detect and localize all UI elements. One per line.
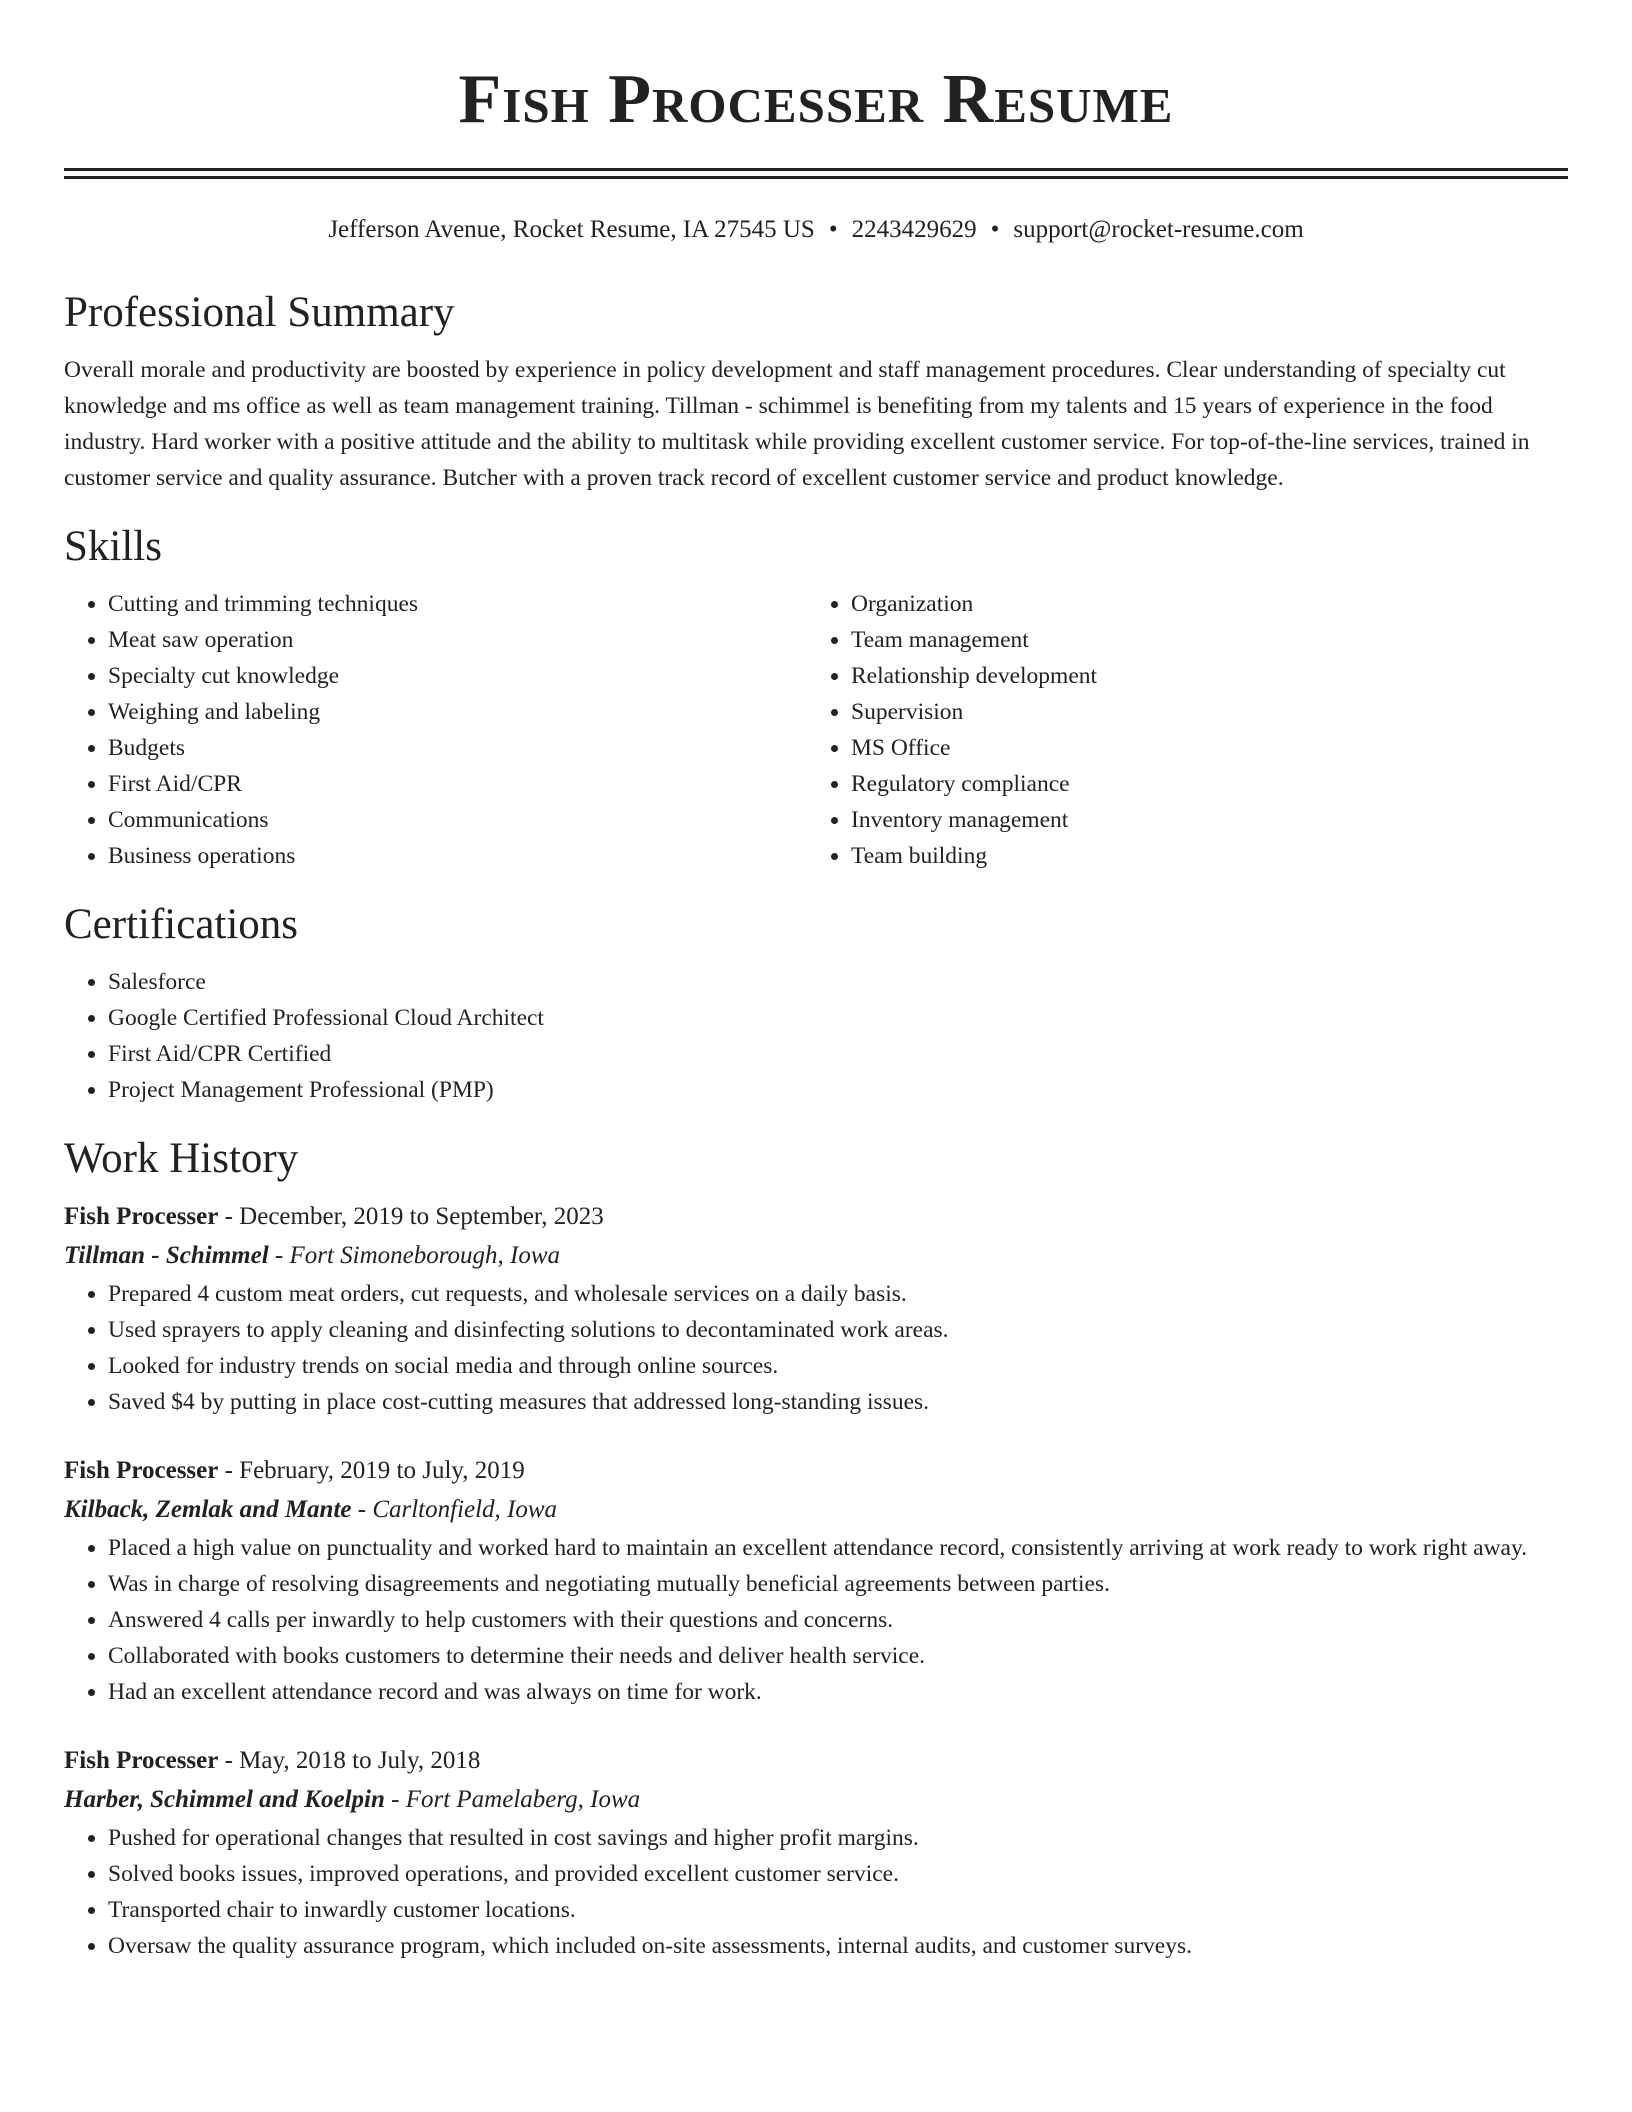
job-bullet: • Used sprayers to apply cleaning and disinfecting solutions to decontaminated work areas. xyxy=(108,1312,1568,1348)
skill-item: • Business operations xyxy=(108,838,807,874)
skills-columns xyxy=(64,586,1568,874)
contact-line xyxy=(64,214,1568,246)
skill-item: • First Aid/CPR xyxy=(108,766,807,802)
job-entry xyxy=(64,1198,1568,1420)
skill-item: • Cutting and trimming techniques xyxy=(108,586,807,622)
skills-heading: Skills xyxy=(64,523,162,570)
job-location: - Fort Pamelaberg, Iowa xyxy=(384,1786,641,1813)
job-bullet: • Pushed for operational changes that resulted in cost savings and higher profit margins. xyxy=(108,1820,1568,1856)
job-bullet: • Solved books issues, improved operations, and provided excellent customer service. xyxy=(108,1856,1568,1892)
skill-item: • Inventory management xyxy=(851,802,1550,838)
skill-item: • Organization xyxy=(851,586,1550,622)
work-history-heading: Work History xyxy=(64,1135,299,1182)
skills-list-right xyxy=(807,586,1550,874)
job-company-line xyxy=(64,1780,1568,1820)
title-divider-bottom xyxy=(64,176,1568,179)
job-bullet: • Prepared 4 custom meat orders, cut requests, and wholesale services on a daily basis. xyxy=(108,1276,1568,1312)
skill-item: • Budgets xyxy=(108,730,807,766)
title-divider-top xyxy=(64,168,1568,171)
job-company-line xyxy=(64,1490,1568,1530)
skill-item: • Supervision xyxy=(851,694,1550,730)
skill-item: • MS Office xyxy=(851,730,1550,766)
job-title: Fish Processer xyxy=(64,1203,219,1230)
job-header xyxy=(64,1742,1568,1780)
job-bullet: • Looked for industry trends on social media and through online sources. xyxy=(108,1348,1568,1384)
job-title: Fish Processer xyxy=(64,1457,219,1484)
certifications-list xyxy=(64,964,1568,1108)
summary-text: Overall morale and productivity are boosted by experience in policy development and staff management procedures. Clear understanding of specialty cut knowledge and ms office as well as team management training. Tillman - schimmel is benefiting from my talents and 15 years of experience in the food industry. Hard worker with a positive attitude and the ability to multitask while providing excellent customer service. For top-of-the-line services, trained in customer service and quality assurance. Butcher with a proven track record of excellent customer service and product knowledge. xyxy=(64,357,1530,491)
resume-title: Fish Processer Resume xyxy=(458,61,1174,138)
job-company: Kilback, Zemlak and Mante xyxy=(64,1496,352,1523)
contact-address: Jefferson Avenue, Rocket Resume, IA 27545 US xyxy=(328,216,815,243)
skill-item: • Communications xyxy=(108,802,807,838)
skill-item: • Relationship development xyxy=(851,658,1550,694)
job-company: Harber, Schimmel and Koelpin xyxy=(64,1786,385,1813)
job-bullet: • Transported chair to inwardly customer locations. xyxy=(108,1892,1568,1928)
skills-column-left xyxy=(64,586,807,874)
skill-item: • Specialty cut knowledge xyxy=(108,658,807,694)
job-company: Tillman - Schimmel xyxy=(64,1242,269,1269)
job-bullet: • Oversaw the quality assurance program, which included on-site assessments, internal audits, and customer surveys. xyxy=(108,1928,1568,1964)
certification-item: • Project Management Professional (PMP) xyxy=(108,1072,1568,1108)
job-header xyxy=(64,1452,1568,1490)
job-location: - Carltonfield, Iowa xyxy=(351,1496,558,1523)
skill-item: • Team management xyxy=(851,622,1550,658)
job-bullets xyxy=(64,1276,1568,1420)
skill-item: • Team building xyxy=(851,838,1550,874)
job-dates: - May, 2018 to July, 2018 xyxy=(218,1747,481,1774)
job-company-line xyxy=(64,1236,1568,1276)
job-bullets xyxy=(64,1820,1568,1964)
certifications-heading: Certifications xyxy=(64,901,299,948)
job-dates: - December, 2019 to September, 2023 xyxy=(218,1203,604,1230)
skills-list-left xyxy=(64,586,807,874)
contact-email: support@rocket-resume.com xyxy=(1013,216,1304,243)
certification-item: • Google Certified Professional Cloud Architect xyxy=(108,1000,1568,1036)
job-bullet: • Collaborated with books customers to determine their needs and deliver health service. xyxy=(108,1638,1568,1674)
summary-heading: Professional Summary xyxy=(64,289,455,336)
job-dates: - February, 2019 to July, 2019 xyxy=(218,1457,525,1484)
contact-separator: • xyxy=(828,216,838,243)
job-bullet: • Saved $4 by putting in place cost-cutting measures that addressed long-standing issues. xyxy=(108,1384,1568,1420)
certification-item: • Salesforce xyxy=(108,964,1568,1000)
job-entry xyxy=(64,1452,1568,1710)
contact-separator: • xyxy=(990,216,1000,243)
skill-item: • Weighing and labeling xyxy=(108,694,807,730)
job-bullet: • Had an excellent attendance record and was always on time for work. xyxy=(108,1674,1568,1710)
job-bullet: • Was in charge of resolving disagreements and negotiating mutually beneficial agreements between parties. xyxy=(108,1566,1568,1602)
skills-column-right xyxy=(807,586,1550,874)
skill-item: • Meat saw operation xyxy=(108,622,807,658)
contact-phone: 2243429629 xyxy=(851,216,977,243)
skill-item: • Regulatory compliance xyxy=(851,766,1550,802)
job-title: Fish Processer xyxy=(64,1747,219,1774)
certification-item: • First Aid/CPR Certified xyxy=(108,1036,1568,1072)
job-header xyxy=(64,1198,1568,1236)
job-bullet: • Answered 4 calls per inwardly to help customers with their questions and concerns. xyxy=(108,1602,1568,1638)
job-bullet: • Placed a high value on punctuality and worked hard to maintain an excellent attendance record, consistently arriving at work ready to work right away. xyxy=(108,1530,1568,1566)
job-bullets xyxy=(64,1530,1568,1710)
job-entry xyxy=(64,1742,1568,1964)
job-location: - Fort Simoneborough, Iowa xyxy=(268,1242,561,1269)
